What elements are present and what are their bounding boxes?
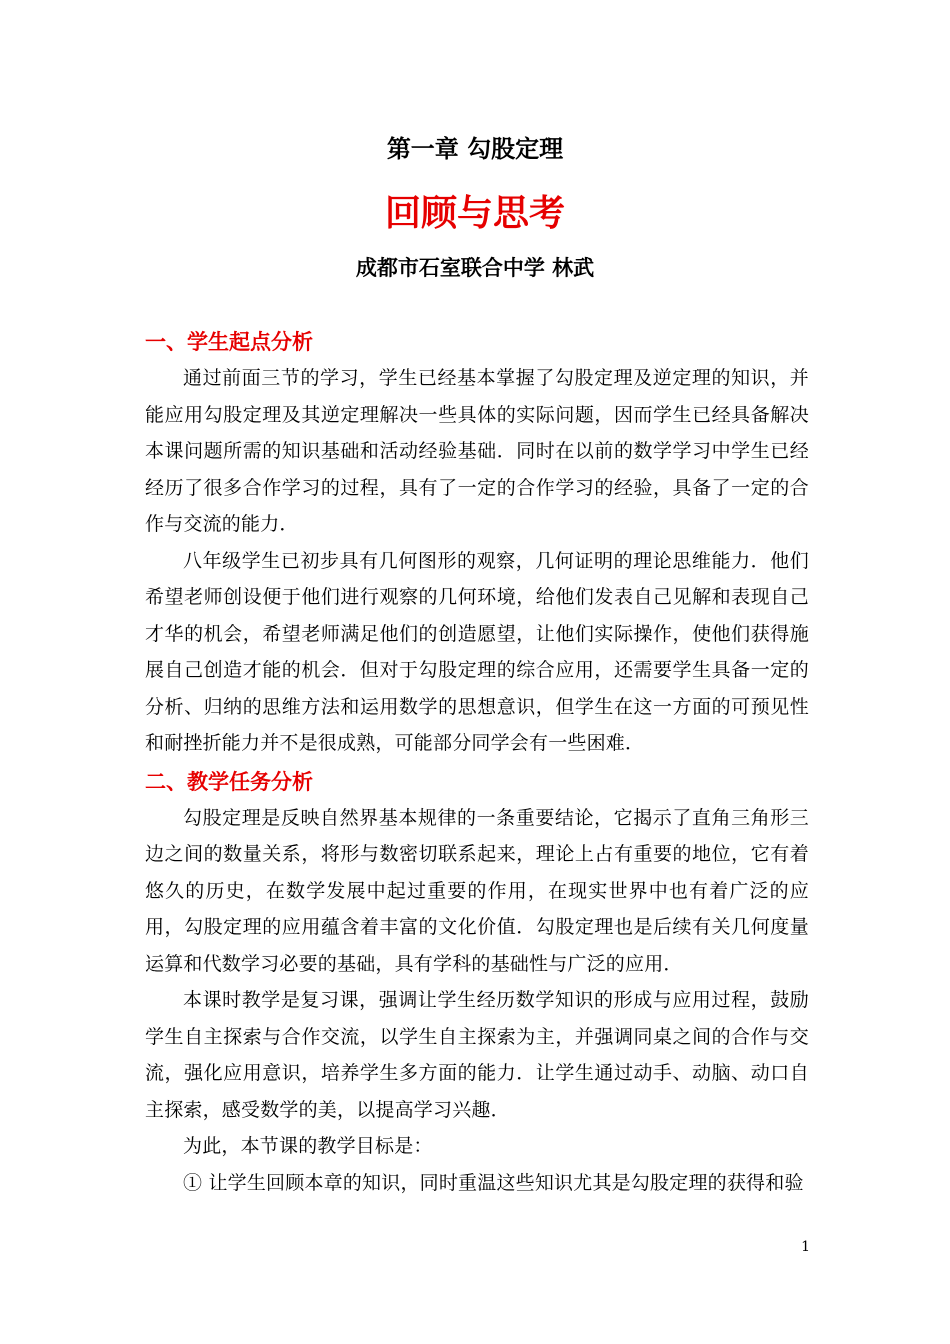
paragraph: 八年级学生已初步具有几何图形的观察，几何证明的理论思维能力．他们希望老师创设便于他们进行观察的几何环境，给他们发表自己见解和表现自己才华的机会，希望老师满足他们的创造愿望，让他们实际操作，使他们获得施展自己创造才能的机会．但对于勾股定理的综合应用，还需要学生具备一定的分析、归纳的思维方法和运用数学的思想意识，但学生在这一方面的可预见性和耐挫折能力并不是很成熟，可能部分同学会有一些困难．: [145, 549, 809, 754]
section-heading: 二、教学任务分析: [145, 768, 313, 794]
paragraph: 勾股定理是反映自然界基本规律的一条重要结论，它揭示了直角三角形三边之间的数量关系，将形与数密切联系起来，理论上占有重要的地位，它有着悠久的历史，在数学发展中起过重要的作用，在现实世界中也有着广泛的应用，勾股定理的应用蕴含着丰富的文化价值．勾股定理也是后续有关几何度量运算和代数学习必要的基础，具有学科的基础性与广泛的应用．: [145, 806, 809, 975]
paragraph: 通过前面三节的学习，学生已经基本掌握了勾股定理及逆定理的知识，并能应用勾股定理及其逆定理解决一些具体的实际问题，因而学生已经具备解决本课问题所需的知识基础和活动经验基础．同时在以前的数学学习中学生已经经历了很多合作学习的过程，具有了一定的合作学习的经验，具备了一定的合作与交流的能力．: [145, 367, 809, 535]
document-body: [145, 324, 809, 1201]
section-task-analysis: [145, 764, 809, 1202]
section-student-analysis: [145, 324, 809, 762]
paragraph: 为此，本节课的教学目标是：: [183, 1135, 433, 1157]
section-heading: 一、学生起点分析: [145, 329, 313, 354]
main-title: 回顾与思考: [384, 192, 565, 234]
paragraph: 本课时教学是复习课，强调让学生经历数学知识的形成与应用过程，鼓励学生自主探索与合作交流，以学生自主探索为主，并强调同桌之间的合作与交流，强化应用意识，培养学生多方面的能力．让学生通过动手、动脑、动口自主探索，感受数学的美，以提高学习兴趣．: [145, 989, 809, 1121]
author-line: 成都市石室联合中学 林武: [355, 255, 595, 280]
paragraph: ① 让学生回顾本章的知识，同时重温这些知识尤其是勾股定理的获得和验: [183, 1171, 804, 1194]
page-number: 1: [801, 1239, 810, 1255]
chapter-title: 第一章 勾股定理: [386, 134, 564, 163]
